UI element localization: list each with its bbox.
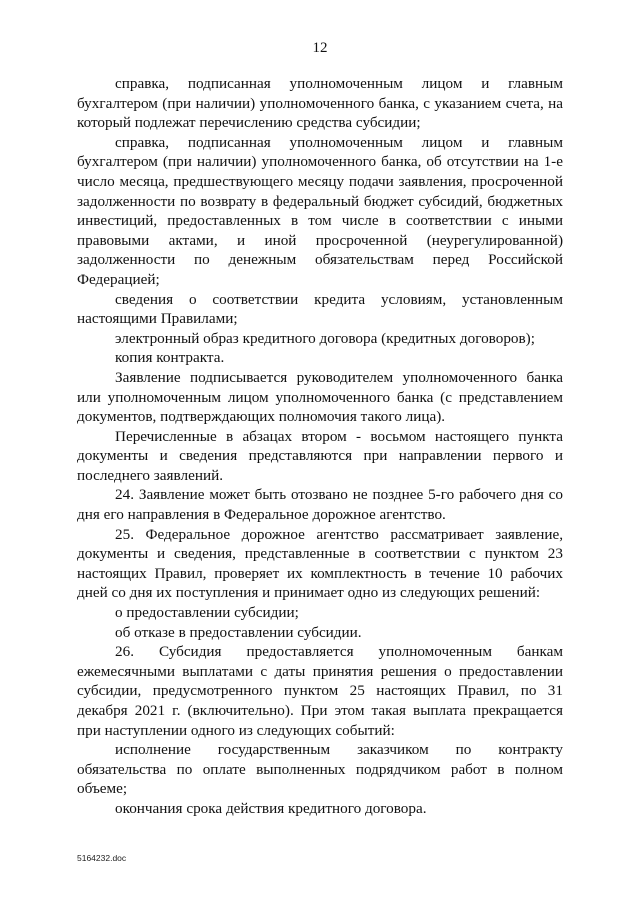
paragraph: справка, подписанная уполномоченным лицом и главным бухгалтером (при наличии) уполномоченного банка, об отсутствии на 1-е число месяца, предшествующего месяцу подачи заявления, просроченной задолженности по возврату в федеральный бюджет субсидий, бюджетных инвестиций, предоставленных в том числе в соответствии с иными правовыми актами, и иной просроченной (неурегулированной) задолженности по денежным обязательствам перед Российской Федерацией; [77, 133, 563, 288]
paragraph: сведения о соответствии кредита условиям, установленным настоящими Правилами; [77, 290, 563, 328]
paragraph: электронный образ кредитного договора (кредитных договоров); [115, 329, 535, 347]
paragraph: исполнение государственным заказчиком по контракту обязательства по оплате выполненных подрядчиком работ в полном объеме; [77, 741, 563, 798]
paragraph: 26. Субсидия предоставляется уполномоченным банкам ежемесячными выплатами с даты принятия решения о предоставлении субсидии, предусмотренного пунктом 25 настоящих Правил, по 31 декабря 2021 г. (включительно). При этом такая выплата прекращается при наступлении одного из следующих событий: [77, 643, 563, 739]
document-body [77, 74, 563, 819]
paragraph: копия контракта. [115, 349, 225, 367]
page-number: 12 [312, 40, 328, 56]
paragraph: справка, подписанная уполномоченным лицом и главным бухгалтером (при наличии) уполномоченного банка, с указанием счета, на который подлежат перечислению средства субсидии; [77, 75, 563, 132]
paragraph: о предоставлении субсидии; [115, 604, 299, 622]
paragraph: окончания срока действия кредитного договора. [115, 799, 427, 817]
document-file-id: 5164232.doc [77, 853, 127, 863]
paragraph: 24. Заявление может быть отозвано не позднее 5-го рабочего дня со дня его направления в Федеральное дорожное агентство. [77, 486, 563, 524]
paragraph: 25. Федеральное дорожное агентство рассматривает заявление, документы и сведения, представленные в соответствии с пунктом 23 настоящих Правил, проверяет их комплектность в течение 10 рабочих дней со дня их поступления и принимает одно из следующих решений: [77, 525, 563, 602]
paragraph: об отказе в предоставлении субсидии. [115, 623, 362, 641]
paragraph: Перечисленные в абзацах втором - восьмом настоящего пункта документы и сведения представляются при направлении первого и последнего заявлений. [77, 427, 563, 484]
paragraph: Заявление подписывается руководителем уполномоченного банка или уполномоченным лицом уполномоченного банка (с представлением документов, подтверждающих полномочия такого лица). [77, 368, 563, 426]
